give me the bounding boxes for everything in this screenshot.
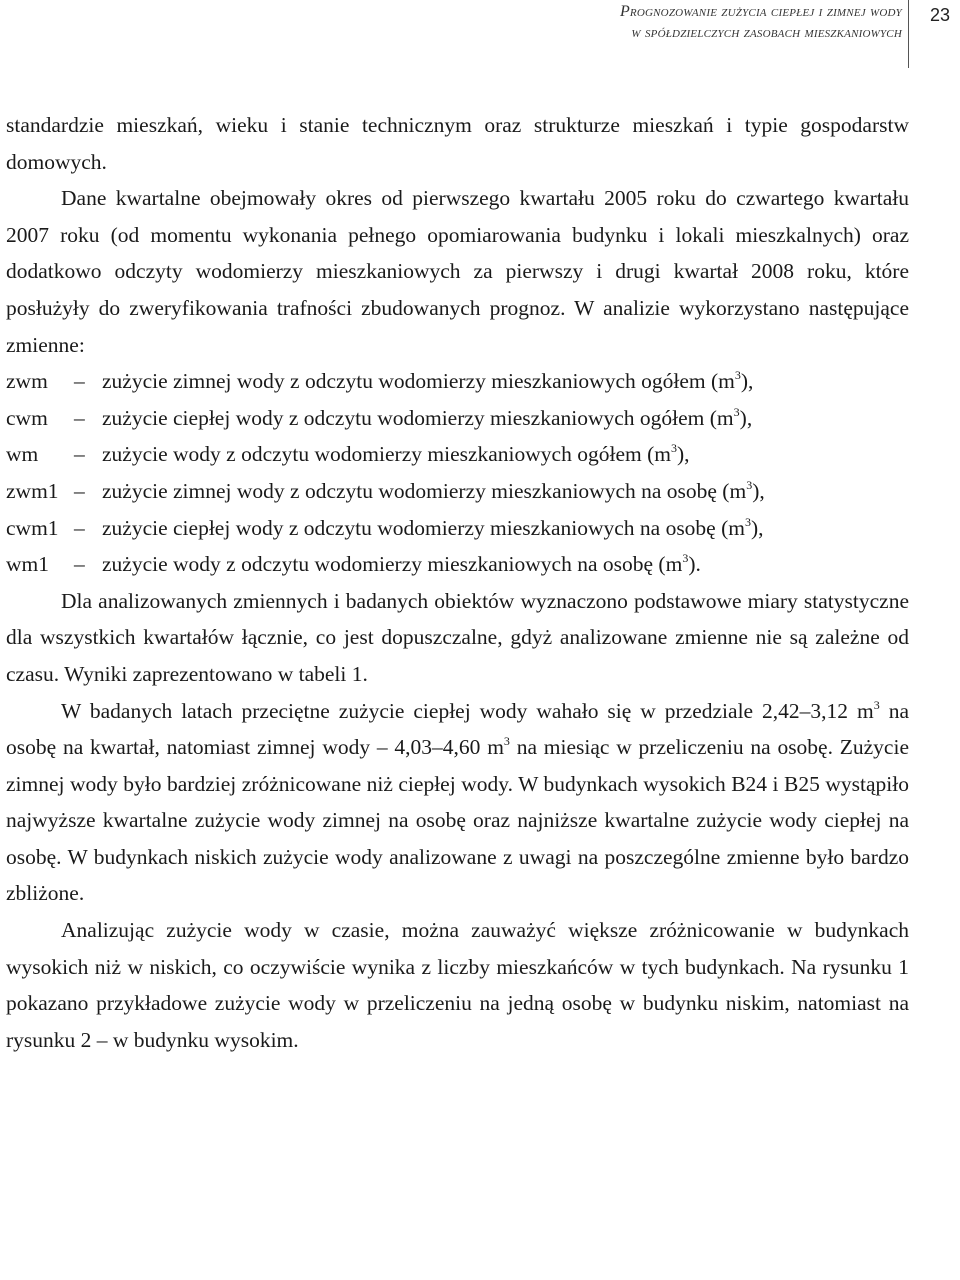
variable-description-text: zużycie zimnej wody z odczytu wodomierzy mieszkaniowych na osobę (m — [102, 478, 747, 503]
variable-description-text: zużycie wody z odczytu wodomierzy mieszkaniowych na osobę (m — [102, 552, 683, 577]
variable-description — [102, 473, 909, 510]
variable-description — [102, 546, 909, 583]
definition-dash: – — [74, 552, 85, 577]
page-header — [0, 0, 960, 70]
definition-dash: – — [74, 405, 85, 430]
variable-description-tail: ), — [676, 442, 690, 467]
body-text — [6, 107, 909, 1058]
running-title — [620, 1, 902, 43]
superscript-3: 3 — [746, 477, 753, 492]
superscript-3: 3 — [734, 368, 741, 383]
page-number: 23 — [930, 5, 951, 25]
variable-description-text: zużycie wody z odczytu wodomierzy mieszkaniowych ogółem (m — [102, 442, 671, 467]
paragraph-time-analysis: Analizując zużycie wody w czasie, można zauważyć większe zróżnicowanie w budynkach wysokich niż w niskich, co oczywiście wynika z liczby mieszkańców w tych budynkach. Na rysunku 1 pokazano przykładowe zużycie wody w przeliczeniu na jedną osobę w budynku niskim, natomiast na rysunku 2 – w budynku wysokim. — [6, 918, 909, 1052]
variable-definition — [6, 436, 909, 473]
variable-description — [102, 436, 909, 473]
superscript-3: 3 — [873, 697, 880, 712]
superscript-3: 3 — [744, 514, 751, 529]
variable-description — [102, 510, 909, 547]
paragraph-consumption-part-3: na miesiąc w przeliczeniu na osobę. Zużycie zimnej wody było bardziej zróżnicowane niż ciepłej wody. W budynkach wysokich B24 i B25 wystąpiło najwyższe kwartalne zużycie wody zimnej na osobę oraz najniższe kwartalne zużycie wody ciepłej na osobę. W budynkach niskich zużycie wody analizowane z uwagi na poszczególne zmienne było bardzo zbliżone. — [6, 735, 909, 906]
variable-definition — [6, 363, 909, 400]
paragraph-data-description: Dane kwartalne obejmowały okres od pierwszego kwartału 2005 roku do czwartego kwartału 2007 roku (od momentu wykonania pełnego opomiarowania budynku i lokali mieszkalnych) oraz dodatkowo odczyty wodomierzy mieszkaniowych za pierwszy i drugi kwartał 2008 roku, które posłużyły do zweryfikowania trafności zbudowanych prognoz. W analizie wykorzystano następujące zmienne: — [6, 186, 909, 357]
variable-definition — [6, 400, 909, 437]
paragraph-consumption — [6, 693, 909, 913]
running-title-line-1: Prognozowanie zużycia ciepłej i zimnej wody — [619, 3, 902, 20]
variable-symbol: zwm1 — [6, 478, 59, 503]
superscript-3: 3 — [670, 441, 677, 456]
variable-description — [102, 363, 909, 400]
variable-description-text: zużycie ciepłej wody z odczytu wodomierzy mieszkaniowych ogółem (m — [102, 405, 734, 430]
variable-symbol: wm1 — [6, 552, 49, 577]
variable-description-text: zużycie ciepłej wody z odczytu wodomierzy mieszkaniowych na osobę (m — [102, 515, 745, 540]
running-title-line-2: w spółdzielczych zasobach mieszkaniowych — [631, 24, 902, 41]
superscript-3: 3 — [733, 404, 740, 419]
variable-description-tail: ), — [739, 405, 753, 430]
variable-description-tail: ), — [750, 515, 764, 540]
variable-description-tail: ), — [740, 369, 754, 394]
variable-definition — [6, 546, 909, 583]
variable-definition — [6, 510, 909, 547]
paragraph-continuation: standardzie mieszkań, wieku i stanie technicznym oraz strukturze mieszkań i typie gospodarstw domowych. — [6, 113, 909, 174]
variable-description-text: zużycie zimnej wody z odczytu wodomierzy mieszkaniowych ogółem (m — [102, 369, 735, 394]
variable-description — [102, 400, 909, 437]
paragraph-consumption-part-2: na osobę na kwartał, natomiast zimnej wody – 4,03–4,60 m — [6, 698, 910, 760]
variable-symbol: cwm — [6, 405, 48, 430]
superscript-3: 3 — [503, 734, 510, 749]
variable-description-tail: ), — [752, 478, 765, 503]
header-divider — [908, 0, 909, 68]
paragraph-consumption-part-1: W badanych latach przeciętne zużycie ciepłej wody wahało się w przedziale 2,42–3,12 m — [61, 698, 874, 723]
variable-definition — [6, 473, 909, 510]
variable-symbol: zwm — [6, 369, 48, 394]
variable-symbol: cwm1 — [6, 515, 59, 540]
definition-dash: – — [74, 478, 85, 503]
definition-dash: – — [74, 442, 85, 467]
variable-description-tail: ). — [688, 552, 701, 577]
paragraph-statistics: Dla analizowanych zmiennych i badanych obiektów wyznaczono podstawowe miary statystyczne dla wszystkich kwartałów łącznie, co jest dopuszczalne, gdyż analizowane zmienne nie są zależne od czasu. Wyniki zaprezentowano w tabeli 1. — [6, 588, 909, 686]
definition-dash: – — [74, 515, 85, 540]
superscript-3: 3 — [682, 551, 689, 566]
variable-symbol: wm — [6, 442, 39, 467]
definition-dash: – — [74, 369, 85, 394]
variable-definitions — [6, 363, 909, 583]
